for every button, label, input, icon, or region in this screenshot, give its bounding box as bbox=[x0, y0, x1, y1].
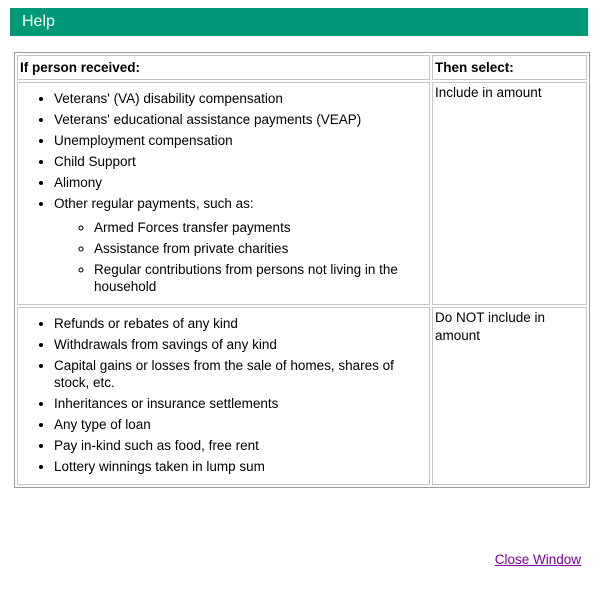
list-item-label: Other regular payments, such as: bbox=[54, 196, 254, 211]
help-header-bar bbox=[10, 8, 588, 36]
list-item: • Alimony bbox=[54, 174, 427, 191]
help-title: Help bbox=[22, 13, 55, 30]
column-header-if-person-received: If person received: bbox=[17, 55, 430, 80]
list-item: • Unemployment compensation bbox=[54, 132, 427, 149]
help-table bbox=[14, 52, 590, 488]
list-item-other-payments bbox=[54, 195, 427, 295]
list-item: • Pay in-kind such as food, free rent bbox=[54, 437, 427, 454]
table-row-include bbox=[17, 82, 587, 305]
list-item: • Child Support bbox=[54, 153, 427, 170]
include-list bbox=[20, 90, 427, 295]
column-header-then-select: Then select: bbox=[432, 55, 587, 80]
sub-list-item: ◦ Assistance from private charities bbox=[94, 240, 427, 257]
sub-list-item: ◦ Armed Forces transfer payments bbox=[94, 219, 427, 236]
table-header-row bbox=[17, 55, 587, 80]
sub-list-item: ◦ Regular contributions from persons not living in the household bbox=[94, 261, 427, 295]
then-select-include-value: Include in amount bbox=[432, 82, 587, 305]
table-row-do-not-include bbox=[17, 307, 587, 485]
close-window-link[interactable]: Close Window bbox=[494, 552, 581, 567]
list-item: • Lottery winnings taken in lump sum bbox=[54, 458, 427, 475]
list-item: • Veterans' (VA) disability compensation bbox=[54, 90, 427, 107]
list-item: • Veterans' educational assistance payments (VEAP) bbox=[54, 111, 427, 128]
list-item: • Refunds or rebates of any kind bbox=[54, 315, 427, 332]
exclude-items-cell bbox=[17, 307, 430, 485]
then-select-do-not-include-value: Do NOT include in amount bbox=[432, 307, 587, 485]
list-item: • Inheritances or insurance settlements bbox=[54, 395, 427, 412]
list-item: • Any type of loan bbox=[54, 416, 427, 433]
list-item: • Capital gains or losses from the sale of homes, shares of stock, etc. bbox=[54, 357, 427, 391]
include-items-cell bbox=[17, 82, 430, 305]
list-item: • Withdrawals from savings of any kind bbox=[54, 336, 427, 353]
exclude-list bbox=[20, 315, 427, 475]
other-payments-sublist bbox=[54, 219, 427, 295]
